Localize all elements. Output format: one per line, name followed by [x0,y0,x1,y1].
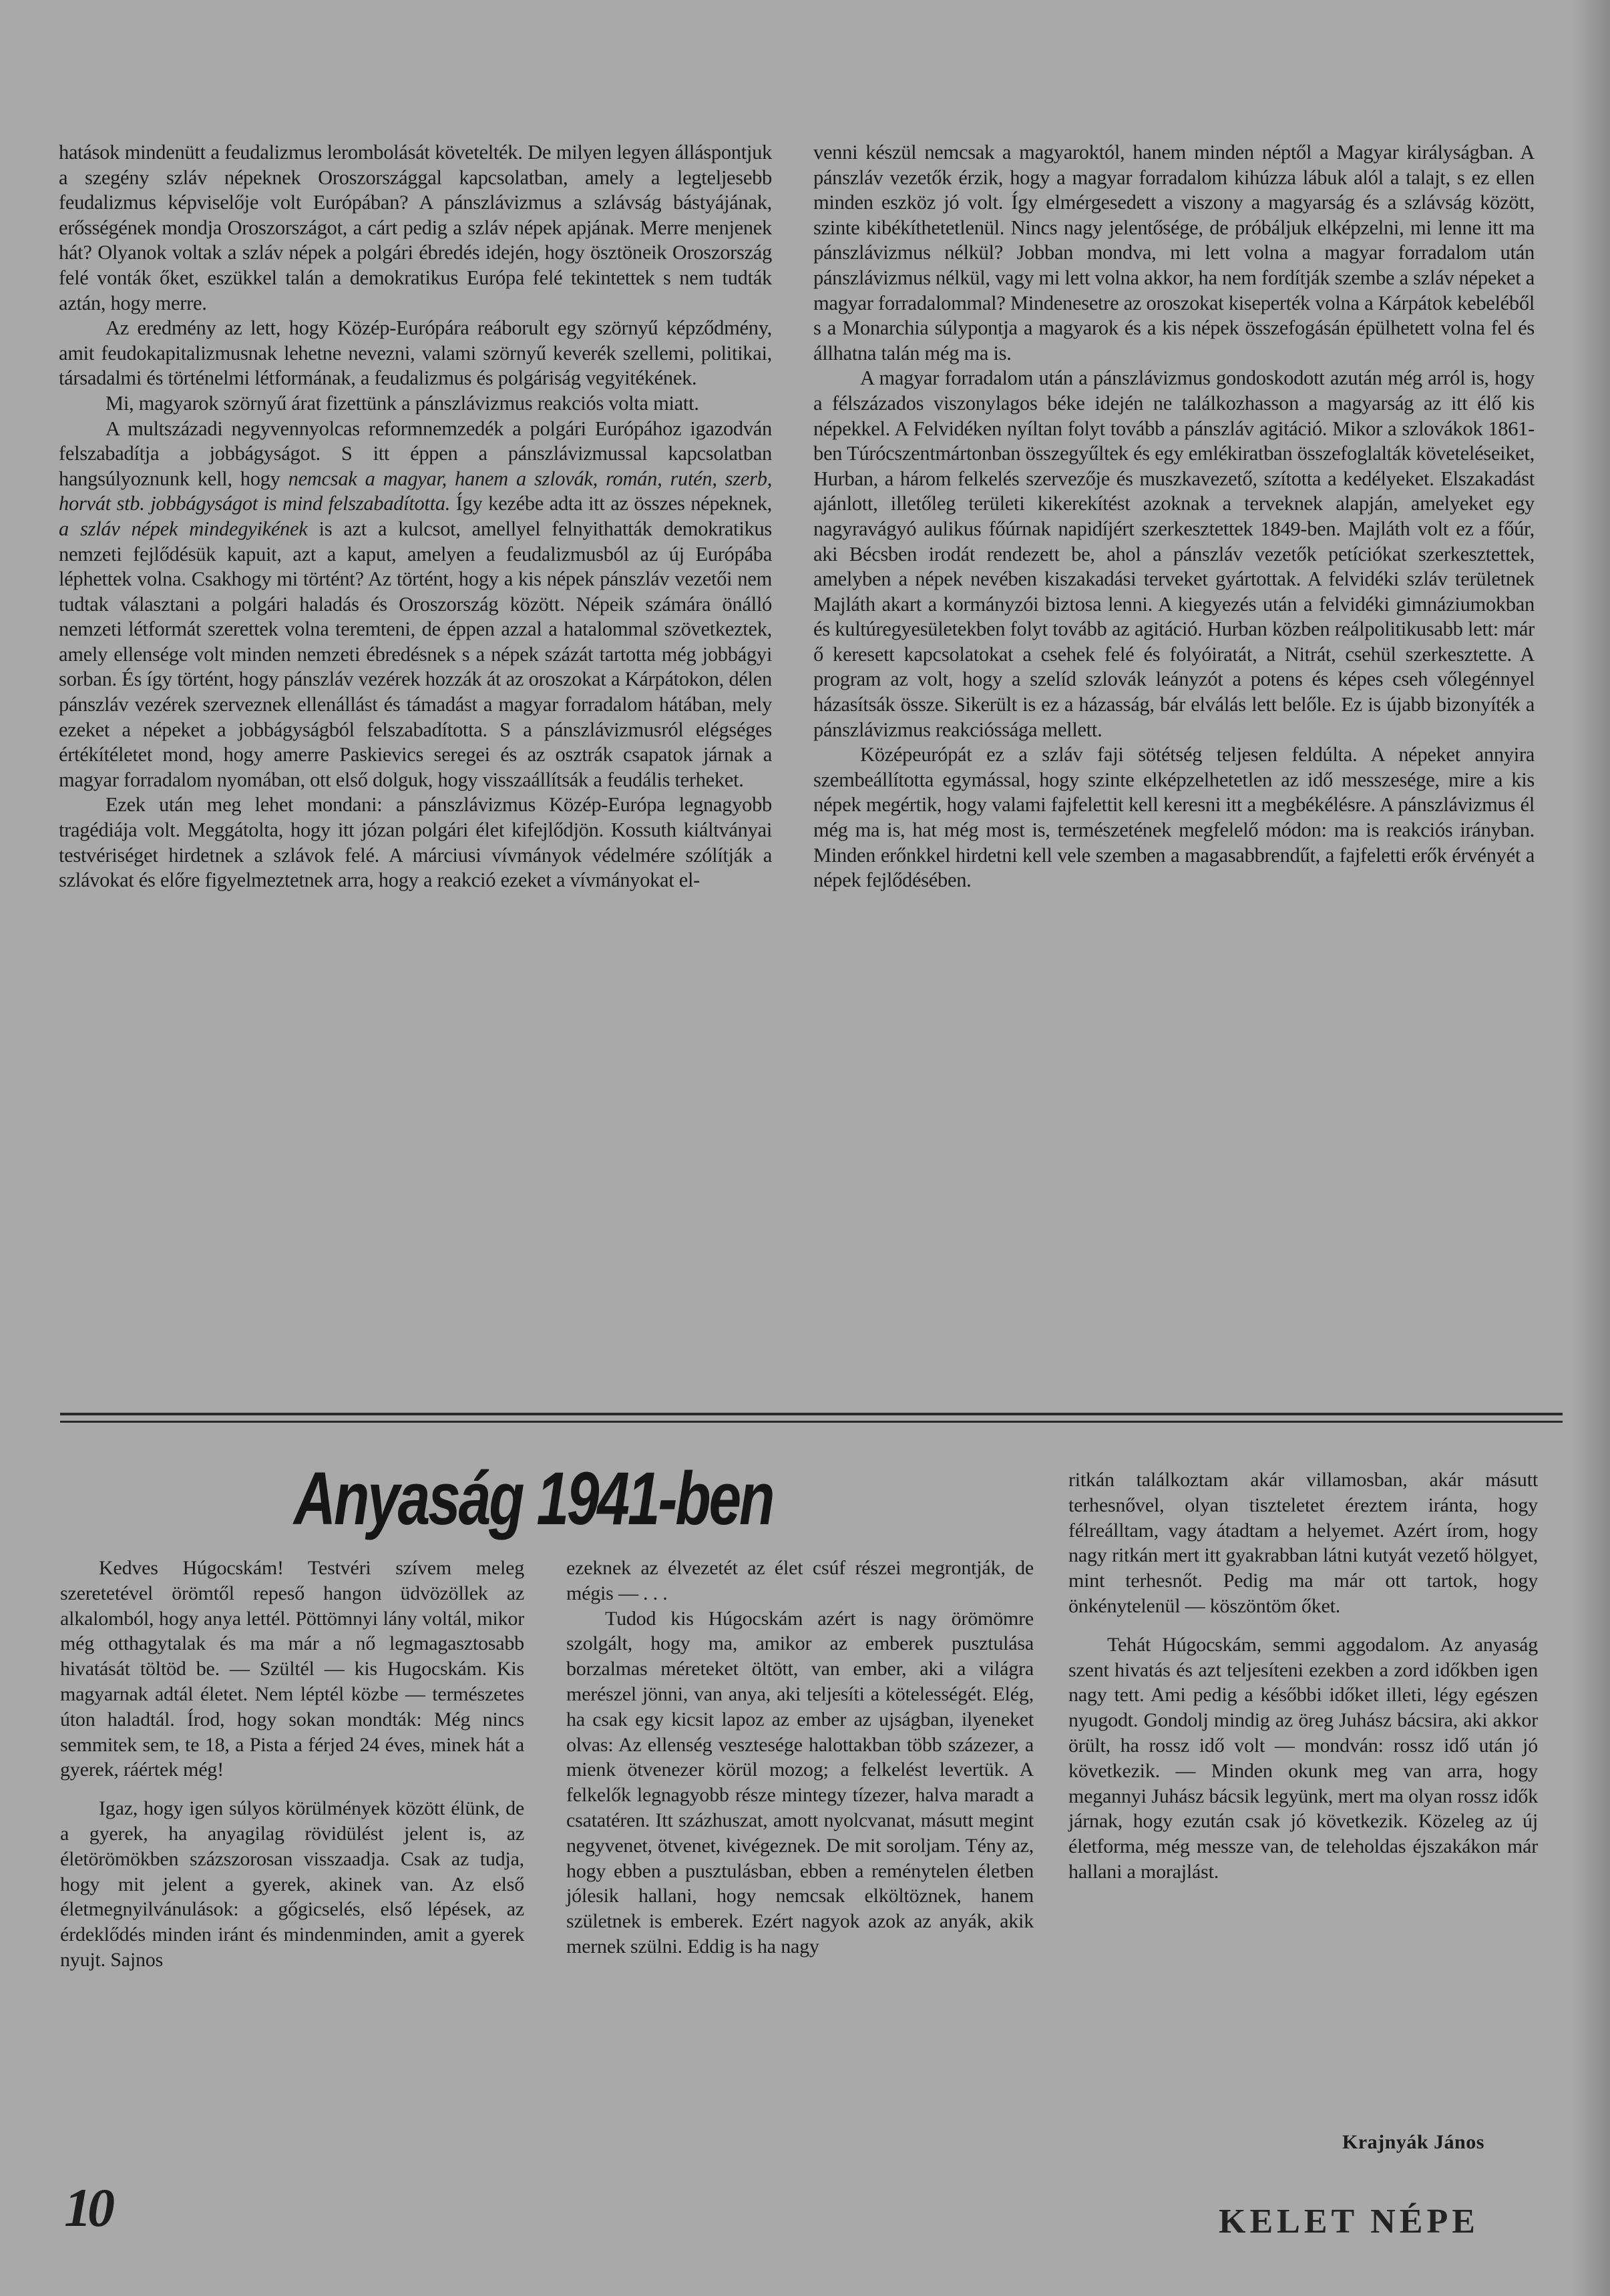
italic-emphasis: nemcsak a magyar, hanem a szlovák, román, rutén, szerb, horvát stb. jobbágyságot is mind felszabadította. [59,467,772,515]
text-run: is azt a kulcsot, amellyel felnyithatták demokratikus nemzeti fejlődésük kapuit, azt a kaput, amelyen a feudalizmusból az új Európába léphettek volna. Csakhogy mi történt? Az történt, hogy a kis népek pánszláv vezetői nem tudtak választani a polgári haladás és Oroszország között. Népeik számára önálló nemzeti létformát szerettek volna teremteni, de éppen azzal a hatalommal szövetkeztek, amely ellensége volt minden nemzeti ébredésnek s a népek százát tartotta még jobbágyi sorban. És így történt, hogy pánszláv vezérek hozzák át az oroszokat a Kárpátokon, délen pánszláv vezérek szerveznek ellenállást és támadást a magyar forradalom hátában, mely ezeket a népeket a jobbágyságból felszabadította. S a pánszlávizmusról elégséges értékítéletet mond, hogy amerre Paskievics seregei és az osztrák csapatok járnak a magyar forradalom nyomában, ott első dolguk, hogy visszaállítsák a feudális terheket. [59,517,772,791]
paragraph: Ezek után meg lehet mondani: a pánszlávizmus Közép-Európa legnagyobb tragédiája volt. Meggátolta, hogy itt józan polgári élet kifejlődjön. Kossuth kiáltványai testvériséget hirdetnek a szlávok felé. A márciusi vívmányok védelmére szólítják a szlávokat és előre figyelmeztetnek arra, hogy a reakció ezeket a vívmányokat el- [59,793,772,892]
italic-emphasis: a szláv népek mindegyikének [59,517,308,540]
section-divider-rule [60,1421,1563,1423]
page-edge-shadow [1570,0,1610,2296]
paragraph: venni készül nemcsak a magyaroktól, hanem minden néptől a Magyar királyságban. A pánszláv vezetők érzik, hogy a magyar forradalom kihúzza lábuk alól a talajt, s ez ellen minden eszköz jó volt. Így elmérgesedett a viszony a magyarság és a szlávság között, szinte kibékíthetetlenül. Nincs nagy jelentősége, de próbáljuk elképzelni, mi lenne itt ma pánszlávizmus nélkül? Jobban mondva, mi lett volna a magyar forradalom után pánszlávizmus nélkül, vagy mi lett volna akkor, ha nem fordítják szembe a szláv népeket a magyar forradalommal? Mindenesetre az oroszokat kiseperték volna a Kárpátok kebeléből s a Monarchia súlypontja a magyarok és a kis népek összefogásán épülhetett volna fel és állhatna talán még ma is. [813,141,1535,365]
section-divider-rule [60,1413,1563,1415]
upper-article-right-column [813,140,1535,893]
text-run: Így kezébe adta itt az összes népeknek, [450,492,772,515]
publication-masthead: KELET NÉPE [1219,2203,1479,2241]
upper-article-left-column [59,140,772,893]
lower-article-column-2 [566,1556,1034,1960]
paragraph: Tehát Húgocskám, semmi aggodalom. Az anyaság szent hivatás és azt teljesíteni ezekben a zord időkben igen nagy tett. Ami pedig a későbbi időket illeti, légy egészen nyugodt. Gondolj mindig az öreg Juhász bácsira, aki akkor örült, ha rossz idő volt — mondván: rossz idő után jó következik. — Minden okunk meg van arra, hogy megannyi Juhász bácsik legyünk, mert ma olyan rossz idők járnak, hogy ezután csak jó következik. Közeleg az új életforma, még messze van, de teleholdas éjszakákon már hallani a morajlást. [1068,1633,1538,1883]
paragraph: Igaz, hogy igen súlyos körülmények között élünk, de a gyerek, ha anyagilag rövidülést jelent is, az életörömökben százszorosan visszaadja. Csak az tudja, hogy mit jelent a gyerek, akinek van. Az első életmegnyilvánulások: a gőgicselés, első lépések, az érdeklődés minden iránt és mindenminden, amit a gyerek nyujt. Sajnos [60,1797,524,1971]
text-run: A multszázadi negyvennyolcas reformnemzedék a polgári Európához igazodván felszabadítja a jobbágyságot. S itt éppen a pánszlávizmussal kapcsolatban hangsúlyoznunk kell, hogy [59,417,772,490]
paragraph: Az eredmény az lett, hogy Közép-Európára reáborult egy szörnyű képződmény, amit feudokapitalizmusnak lehetne nevezni, valami szörnyű keverék szellemi, politikai, társadalmi és történelmi létformának, a feudalizmus és polgáriság vegyitékének. [59,316,772,390]
paragraph: A magyar forradalom után a pánszlávizmus gondoskodott azután még arról is, hogy a félszázados viszonylagos béke idején ne találkozhasson a magyarság az itt élő kis népekkel. A Felvidéken nyíltan folyt tovább a pánszláv agitáció. Mikor a szlovákok 1861-ben Túrócszentmártonban összegyűltek és egy emlékiratban összefoglalták követeléseiket, Hurban, a három felkelés szervezője és muszkavezető, szította a kedélyeket. Elszakadást ajánlott, illetőleg területi kikerekítést azoknak a terveknek alapján, amelyeket egy nagyravágyó aulikus főúrnak napidíjért szerkesztettek 1849-ben. Majláth volt ez a főúr, aki Bécsben irodát rendezett be, ahol a pánszláv vezetők petíciókat szerkesztettek, amelyben a népek nevében kiszakadási terveket gyártottak. A felvidéki szláv területnek Majláth akart a kormányzói biztosa lenni. A kiegyezés után a felvidéki gimnáziumokban és kultúregyesületekben folyt tovább az agitáció. Hurban közben reálpolitikusabb lett: már ő keresett kapcsolatokat a csehek felé és folyóiratát, a Nitrát, csehül szerkesztette. A program az volt, hogy a szelíd szlovák leányzót a potens és képes cseh vőlegénnyel házasítsák össze. Sikerült is ez a házasság, bár elválás lett belőle. Ez is újabb bizonyíték a pánszlávizmus reakcióssága mellett. [813,367,1535,741]
author-signature: Krajnyák János [1342,2131,1484,2153]
paragraph: Középeurópát ez a szláv faji sötétség teljesen feldúlta. A népeket annyira szembeállította egymással, hogy szinte elképzelhetetlen az idő messzesége, mire a kis népek megértik, hogy valami fajfelettit kell keresni itt a megbékélésre. A pánszlávizmus él még ma is, hat még most is, természetének megfelelő módon: ma is reakciós irányban. Minden erőnkkel hirdetni kell vele szemben a magasabbrendűt, a fajfeletti erők érvényét a népek fejlődésében. [813,743,1535,892]
lower-article-column-1 [60,1556,524,1973]
lower-article-column-3 [1068,1467,1538,1885]
paragraph: ezeknek az élvezetét az élet csúf részei megrontják, de mégis — . . . [566,1557,1034,1604]
paragraph: Kedves Húgocskám! Testvéri szívem meleg szeretetével örömtől repeső hangon üdvözöllek az alkalomból, hogy anya lettél. Pöttömnyi lány voltál, mikor még otthagytalak és ma már a nő legmagasztosabb hivatását töltöd be. — Szültél — kis Hugocskám. Kis magyarnak adtál életet. Nem léptél közbe — természetes úton haladtál. Írod, hogy sokan mondták: Még nincs semmitek sem, te 18, a Pista a férjed 24 éves, minek hát a gyerek, ráértek még! [60,1557,524,1781]
paragraph: Mi, magyarok szörnyű árat fizettünk a pánszlávizmus reakciós volta miatt. [106,391,699,415]
paragraph: hatások mindenütt a feudalizmus lerombolását követelték. De milyen legyen álláspontjuk a szegény szláv népeknek Oroszországgal kapcsolatban, amely a legteljesebb feudalizmus képviselője volt Európában? A pánszlávizmus a szlávság bástyájának, erősségének mondja Oroszországot, a cárt pedig a szláv népek apjának. Merre menjenek hát? Olyanok voltak a szláv népek a polgári ébredés idején, hogy ösztöneik Oroszország felé vonták őket, eszükkel talán a demokratikus Európa felé tekintettek s nem tudták aztán, hogy merre. [59,141,772,314]
paragraph [59,417,772,793]
paragraph: ritkán találkoztam akár villamosban, akár másutt terhesnővel, olyan tiszteletet éreztem iránta, hogy félreálltam, vagy átadtam a helyemet. Azért írom, hogy nagy ritkán mert itt gyakrabban látni kutyát vezető hölgyet, mint terhesnőt. Pedig ma már ott tartok, hogy önkénytelenül — köszöntöm őket. [1068,1469,1538,1617]
page-number: 10 [64,2177,111,2238]
article-title: Anyaság 1941-ben [294,1457,773,1540]
paragraph: Tudod kis Húgocskám azért is nagy örömömre szolgált, hogy ma, amikor az emberek pusztulása borzalmas méreteket öltött, van ember, aki a világra merészel jönni, van anya, aki teljesíti a kötelességét. Elég, ha csak egy kicsit lapoz az ember az ujságban, ilyeneket olvas: Az ellenség vesztesége halottakban több százezer, a mienk ötvenezer körül mozog; a felkelést levertük. A felkelők legnagyobb része mintegy tízezer, halva maradt a csatatéren. Itt százhuszat, amott nyolcvanat, másutt megint negyvenet, ötvenet, kivégeznek. De mit soroljam. Tény az, hogy ebben a pusztulásban, ebben a reménytelen életben jólesik hallani, hogy nemcsak elköltöznek, hanem születnek is emberek. Ezért nagyok azok az anyák, akik mernek szülni. Eddig is ha nagy [566,1607,1034,1958]
